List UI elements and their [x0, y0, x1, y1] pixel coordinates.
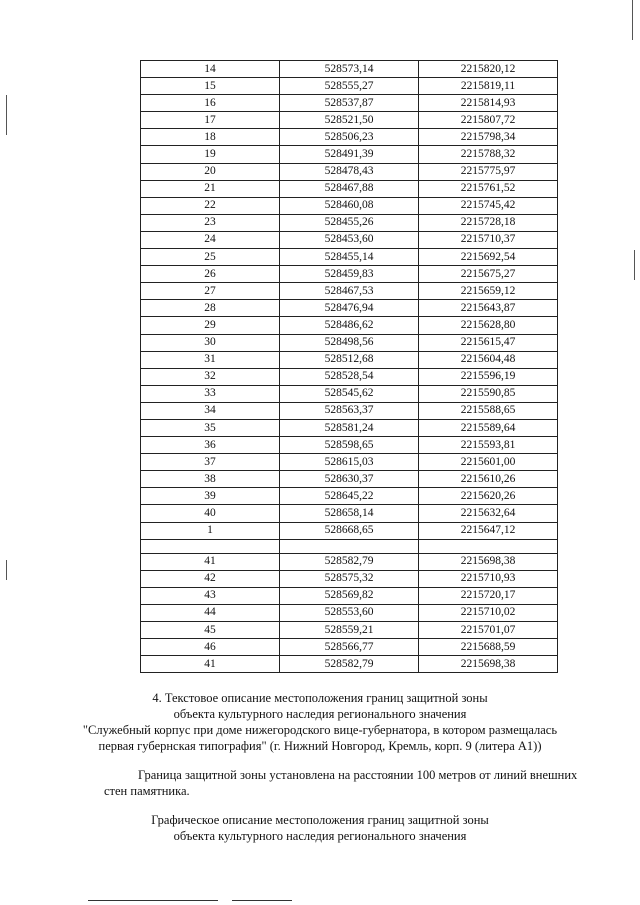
point-number-cell: 29: [141, 317, 280, 334]
table-row: [141, 197, 558, 214]
x-coordinate-cell: 528566,77: [280, 639, 419, 656]
point-number-cell: 28: [141, 300, 280, 317]
graphic-title-line-2: объекта культурного наследия регионального значения: [173, 829, 467, 843]
x-coordinate-cell: 528467,88: [280, 180, 419, 197]
section-title: [0, 690, 640, 754]
y-coordinate-cell: 2215807,72: [419, 112, 558, 129]
paragraph-line-1: Граница защитной зоны установлена на расстоянии 100 метров от линий внешних: [138, 768, 578, 782]
point-number-cell: 41: [141, 553, 280, 570]
point-number-cell: 23: [141, 214, 280, 231]
x-coordinate-cell: 528476,94: [280, 300, 419, 317]
table-row: [141, 214, 558, 231]
point-number-cell: 19: [141, 146, 280, 163]
x-coordinate-cell: 528455,26: [280, 214, 419, 231]
footer-rule-left: [88, 900, 218, 901]
y-coordinate-cell: 2215720,17: [419, 587, 558, 604]
x-coordinate-cell: 528455,14: [280, 249, 419, 266]
y-coordinate-cell: 2215647,12: [419, 522, 558, 539]
x-coordinate-cell: 528453,60: [280, 231, 419, 248]
point-number-cell: 1: [141, 522, 280, 539]
point-number-cell: 42: [141, 570, 280, 587]
table-row: [141, 656, 558, 673]
table-row: [141, 570, 558, 587]
y-coordinate-cell: 2215710,37: [419, 231, 558, 248]
table-row: [141, 419, 558, 436]
table-row: [141, 249, 558, 266]
point-number-cell: 36: [141, 437, 280, 454]
point-number-cell: 41: [141, 656, 280, 673]
boundary-paragraph: [104, 767, 604, 799]
y-coordinate-cell: 2215688,59: [419, 639, 558, 656]
y-coordinate-cell: 2215615,47: [419, 334, 558, 351]
point-number-cell: 27: [141, 283, 280, 300]
x-coordinate-cell: 528467,53: [280, 283, 419, 300]
table-row: [141, 402, 558, 419]
y-coordinate-cell: 2215701,07: [419, 622, 558, 639]
table-row: [141, 488, 558, 505]
y-coordinate-cell: 2215593,81: [419, 437, 558, 454]
graphic-title-line-1: Графическое описание местоположения границ защитной зоны: [151, 813, 489, 827]
table-row: [141, 78, 558, 95]
y-coordinate-cell: 2215775,97: [419, 163, 558, 180]
point-number-cell: 43: [141, 587, 280, 604]
x-coordinate-cell: 528498,56: [280, 334, 419, 351]
x-coordinate-cell: 528537,87: [280, 95, 419, 112]
point-number-cell: 17: [141, 112, 280, 129]
table-row: [141, 300, 558, 317]
table-row: [141, 163, 558, 180]
table-row: [141, 266, 558, 283]
y-coordinate-cell: 2215814,93: [419, 95, 558, 112]
point-number-cell: 24: [141, 231, 280, 248]
table-row: [141, 604, 558, 621]
y-coordinate-cell: 2215788,32: [419, 146, 558, 163]
table-row: [141, 639, 558, 656]
point-number-cell: 22: [141, 197, 280, 214]
footer-rule-right: [232, 900, 292, 901]
point-number-cell: 18: [141, 129, 280, 146]
section-title-line-3: "Служебный корпус при доме нижегородского вице-губернатора, в котором размещалась: [82, 723, 558, 737]
table-row: [141, 522, 558, 539]
x-coordinate-cell: 528478,43: [280, 163, 419, 180]
point-number-cell: 44: [141, 604, 280, 621]
y-coordinate-cell: 2215710,93: [419, 570, 558, 587]
y-coordinate-cell: 2215590,85: [419, 385, 558, 402]
x-coordinate-cell: 528615,03: [280, 454, 419, 471]
y-coordinate-cell: 2215610,26: [419, 471, 558, 488]
point-number-cell: 39: [141, 488, 280, 505]
point-number-cell: 38: [141, 471, 280, 488]
y-coordinate-cell: 2215698,38: [419, 553, 558, 570]
table-row: [141, 505, 558, 522]
x-coordinate-cell: 528569,82: [280, 587, 419, 604]
x-coordinate-cell: 528559,21: [280, 622, 419, 639]
x-coordinate-cell: 528573,14: [280, 61, 419, 78]
table-row: [141, 129, 558, 146]
point-number-cell: 35: [141, 419, 280, 436]
section-title-line-1: 4. Текстовое описание местоположения границ защитной зоны: [152, 691, 488, 705]
scan-edge-mark-left: [6, 95, 7, 135]
y-coordinate-cell: 2215596,19: [419, 368, 558, 385]
point-number-cell: 46: [141, 639, 280, 656]
point-number-cell: 14: [141, 61, 280, 78]
table-row: [141, 231, 558, 248]
table-row: [141, 351, 558, 368]
coordinates-table-body-1: [141, 61, 558, 540]
x-coordinate-cell: 528528,54: [280, 368, 419, 385]
coordinates-table: [140, 60, 558, 673]
x-coordinate-cell: 528506,23: [280, 129, 419, 146]
table-row: [141, 180, 558, 197]
x-coordinate-cell: 528512,68: [280, 351, 419, 368]
point-number-cell: 31: [141, 351, 280, 368]
y-coordinate-cell: 2215698,38: [419, 656, 558, 673]
y-coordinate-cell: 2215728,18: [419, 214, 558, 231]
table-row: [141, 317, 558, 334]
x-coordinate-cell: 528553,60: [280, 604, 419, 621]
coordinates-table-body-2: [141, 553, 558, 673]
x-coordinate-cell: 528630,37: [280, 471, 419, 488]
point-number-cell: 37: [141, 454, 280, 471]
y-coordinate-cell: 2215643,87: [419, 300, 558, 317]
x-coordinate-cell: 528491,39: [280, 146, 419, 163]
coordinates-table-separator: [141, 539, 558, 553]
point-number-cell: 16: [141, 95, 280, 112]
x-coordinate-cell: 528582,79: [280, 656, 419, 673]
point-number-cell: 45: [141, 622, 280, 639]
table-row: [141, 283, 558, 300]
x-coordinate-cell: 528459,83: [280, 266, 419, 283]
y-coordinate-cell: 2215632,64: [419, 505, 558, 522]
x-coordinate-cell: 528563,37: [280, 402, 419, 419]
table-row: [141, 471, 558, 488]
point-number-cell: 15: [141, 78, 280, 95]
table-row: [141, 437, 558, 454]
y-coordinate-cell: 2215601,00: [419, 454, 558, 471]
point-number-cell: 33: [141, 385, 280, 402]
point-number-cell: 34: [141, 402, 280, 419]
point-number-cell: 32: [141, 368, 280, 385]
table-row: [141, 368, 558, 385]
x-coordinate-cell: 528555,27: [280, 78, 419, 95]
table-row: [141, 622, 558, 639]
table-row: [141, 334, 558, 351]
y-coordinate-cell: 2215798,34: [419, 129, 558, 146]
y-coordinate-cell: 2215628,80: [419, 317, 558, 334]
y-coordinate-cell: 2215745,42: [419, 197, 558, 214]
y-coordinate-cell: 2215710,02: [419, 604, 558, 621]
scan-edge-mark-top: [632, 0, 633, 40]
table-row: [141, 587, 558, 604]
x-coordinate-cell: 528545,62: [280, 385, 419, 402]
y-coordinate-cell: 2215620,26: [419, 488, 558, 505]
point-number-cell: 21: [141, 180, 280, 197]
x-coordinate-cell: 528521,50: [280, 112, 419, 129]
x-coordinate-cell: 528645,22: [280, 488, 419, 505]
y-coordinate-cell: 2215761,52: [419, 180, 558, 197]
table-row: [141, 553, 558, 570]
scan-edge-mark-right: [634, 250, 635, 280]
y-coordinate-cell: 2215675,27: [419, 266, 558, 283]
y-coordinate-cell: 2215692,54: [419, 249, 558, 266]
x-coordinate-cell: 528658,14: [280, 505, 419, 522]
graphic-description-title: [0, 812, 640, 844]
point-number-cell: 25: [141, 249, 280, 266]
x-coordinate-cell: 528575,32: [280, 570, 419, 587]
point-number-cell: 30: [141, 334, 280, 351]
x-coordinate-cell: 528668,65: [280, 522, 419, 539]
x-coordinate-cell: 528582,79: [280, 553, 419, 570]
x-coordinate-cell: 528460,08: [280, 197, 419, 214]
x-coordinate-cell: 528598,65: [280, 437, 419, 454]
blank-row: [141, 539, 558, 553]
table-row: [141, 61, 558, 78]
section-title-line-2: объекта культурного наследия регионального значения: [173, 707, 467, 721]
x-coordinate-cell: 528581,24: [280, 419, 419, 436]
point-number-cell: 26: [141, 266, 280, 283]
point-number-cell: 40: [141, 505, 280, 522]
scan-edge-mark-left-2: [6, 560, 7, 580]
x-coordinate-cell: 528486,62: [280, 317, 419, 334]
y-coordinate-cell: 2215659,12: [419, 283, 558, 300]
y-coordinate-cell: 2215588,65: [419, 402, 558, 419]
table-row: [141, 95, 558, 112]
table-row: [141, 385, 558, 402]
section-title-line-4: первая губернская типография" (г. Нижний Новгород, Кремль, корп. 9 (литера А1)): [98, 739, 542, 753]
paragraph-line-2: стен памятника.: [104, 784, 190, 798]
point-number-cell: 20: [141, 163, 280, 180]
y-coordinate-cell: 2215820,12: [419, 61, 558, 78]
table-row: [141, 146, 558, 163]
table-row: [141, 112, 558, 129]
y-coordinate-cell: 2215819,11: [419, 78, 558, 95]
y-coordinate-cell: 2215589,64: [419, 419, 558, 436]
table-row: [141, 454, 558, 471]
y-coordinate-cell: 2215604,48: [419, 351, 558, 368]
